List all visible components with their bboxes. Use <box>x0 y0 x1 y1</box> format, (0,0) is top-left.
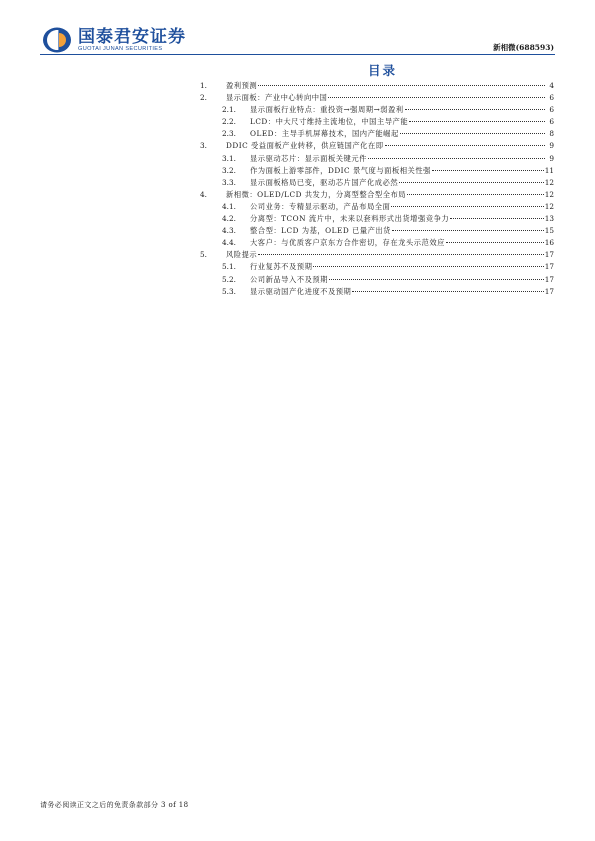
toc-entry-page: 9 <box>549 153 554 163</box>
toc-entry[interactable] <box>200 177 554 189</box>
toc-entry-page: 12 <box>544 177 554 187</box>
toc-entry-page: 16 <box>544 238 554 248</box>
toc-dot-leader <box>409 121 545 122</box>
toc-entry[interactable] <box>200 153 554 165</box>
toc-dot-leader <box>400 133 545 134</box>
toc-entry[interactable] <box>200 80 554 92</box>
toc-entry-page: 6 <box>549 93 554 103</box>
toc-entry[interactable] <box>200 201 554 213</box>
toc-entry-number: 3.1. <box>222 153 236 163</box>
toc-entry-title: 公司业务：专精显示驱动，产品布局全面 <box>250 201 391 211</box>
company-logo <box>42 26 186 54</box>
toc-entry-number: 4.4. <box>222 238 236 248</box>
toc-entry-number: 2.1. <box>222 105 236 115</box>
toc-dot-leader <box>446 242 544 243</box>
company-code: 新相微(688593) <box>493 43 554 52</box>
toc-entry-page: 13 <box>544 214 554 224</box>
toc-entry[interactable] <box>200 274 554 286</box>
toc-entry-page: 6 <box>549 105 554 115</box>
toc-entry-page: 11 <box>544 165 554 175</box>
toc-entry[interactable] <box>200 213 554 225</box>
toc-dot-leader <box>258 254 544 255</box>
toc-entry-title: 显示面板格局已变，驱动芯片国产化成必然 <box>250 177 399 187</box>
toc-entry-number: 4. <box>200 189 207 199</box>
toc-entry-title: 作为面板上游零部件，DDIC 景气度与面板相关性强 <box>250 165 431 175</box>
toc-entry-number: 3.2. <box>222 165 236 175</box>
toc-entry-page: 17 <box>544 250 554 260</box>
toc-entry-title: 整合型：LCD 为基，OLED 已量产出货 <box>250 226 391 236</box>
toc-entry-page: 8 <box>549 129 554 139</box>
toc-dot-leader <box>258 85 545 86</box>
toc-entry-page: 12 <box>544 189 554 199</box>
toc-entry-number: 2. <box>200 93 207 103</box>
toc-entry-title: 公司新品导入不及预期 <box>250 274 328 284</box>
toc-dot-leader <box>432 170 544 171</box>
toc-dot-leader <box>329 279 544 280</box>
toc-entry[interactable] <box>200 92 554 104</box>
toc-entry-number: 5.3. <box>222 286 236 296</box>
toc-entry-number: 4.1. <box>222 201 236 211</box>
toc-entry-title: 大客户：与优质客户京东方合作密切，存在龙头示范效应 <box>250 238 445 248</box>
toc-entry-page: 9 <box>549 141 554 151</box>
toc-entry-page: 15 <box>544 226 554 236</box>
toc-entry-page: 6 <box>549 117 554 127</box>
toc-dot-leader <box>328 97 545 98</box>
toc-entry-title: 显示驱动芯片：显示面板关键元件 <box>250 153 367 163</box>
toc-dot-leader <box>405 109 545 110</box>
toc-entry[interactable] <box>200 116 554 128</box>
toc-entry-page: 12 <box>544 201 554 211</box>
toc-entry-title: 显示面板：产业中心转向中国 <box>226 93 328 103</box>
table-of-contents <box>200 80 554 298</box>
toc-title: 目录 <box>367 63 397 78</box>
toc-entry-title: 分离型：TCON 流片中，未来以套料形式出货增强竞争力 <box>250 214 450 224</box>
toc-entry-number: 2.2. <box>222 117 236 127</box>
toc-entry-title: 风险提示 <box>226 250 258 260</box>
footer-disclaimer: 请务必阅读正文之后的免责条款部分 3 of 18 <box>40 801 189 809</box>
header-divider <box>40 54 555 55</box>
toc-dot-leader <box>368 158 545 159</box>
toc-entry[interactable] <box>200 104 554 116</box>
toc-dot-leader <box>352 291 543 292</box>
toc-entry-title: 显示驱动国产化进度不及预期 <box>250 286 352 296</box>
toc-dot-leader <box>450 218 544 219</box>
toc-entry[interactable] <box>200 189 554 201</box>
toc-entry[interactable] <box>200 140 554 152</box>
toc-entry-number: 3. <box>200 141 207 151</box>
toc-entry-number: 5.1. <box>222 262 236 272</box>
toc-entry-title: 盈利预测 <box>226 81 258 90</box>
toc-dot-leader <box>391 206 543 207</box>
toc-entry[interactable] <box>200 225 554 237</box>
toc-entry-number: 4.2. <box>222 214 236 224</box>
toc-entry[interactable] <box>200 249 554 261</box>
toc-entry-page: 17 <box>544 262 554 272</box>
toc-entry-number: 5.2. <box>222 274 236 284</box>
toc-entry-title: 新相微：OLED/LCD 共发力，分离型整合型全布局 <box>226 189 407 199</box>
toc-entry-number: 1. <box>200 81 207 90</box>
toc-entry[interactable] <box>200 165 554 177</box>
toc-entry[interactable] <box>200 261 554 273</box>
toc-entry-number: 4.3. <box>222 226 236 236</box>
toc-entry-title: 行业复苏不及预期 <box>250 262 313 272</box>
toc-dot-leader <box>313 266 543 267</box>
gtja-logo-icon <box>42 27 72 53</box>
toc-entry[interactable] <box>200 237 554 249</box>
toc-entry-title: DDIC 受益面板产业转移，供应链国产化在即 <box>226 141 384 151</box>
toc-entry-number: 3.3. <box>222 177 236 187</box>
logo-chinese-name: 国泰君安证券 <box>78 26 186 47</box>
toc-entry[interactable] <box>200 128 554 140</box>
toc-dot-leader <box>399 182 544 183</box>
logo-english-name: GUOTAI JUNAN SECURITIES <box>78 45 163 52</box>
toc-dot-leader <box>392 230 544 231</box>
toc-entry-page: 17 <box>544 274 554 284</box>
toc-entry-title: 显示面板行业特点：重投资→强周期→弱盈利 <box>250 105 404 115</box>
toc-dot-leader <box>407 194 544 195</box>
toc-entry-page: 4 <box>549 81 554 90</box>
toc-entry-title: LCD：中大尺寸维持主流地位，中国主导产能 <box>250 117 409 127</box>
toc-entry-page: 17 <box>544 286 554 296</box>
toc-entry-title: OLED：主导手机屏幕技术，国内产能崛起 <box>250 129 399 139</box>
toc-dot-leader <box>385 145 545 146</box>
toc-entry-number: 2.3. <box>222 129 236 139</box>
toc-entry-number: 5. <box>200 250 207 260</box>
toc-entry[interactable] <box>200 286 554 298</box>
